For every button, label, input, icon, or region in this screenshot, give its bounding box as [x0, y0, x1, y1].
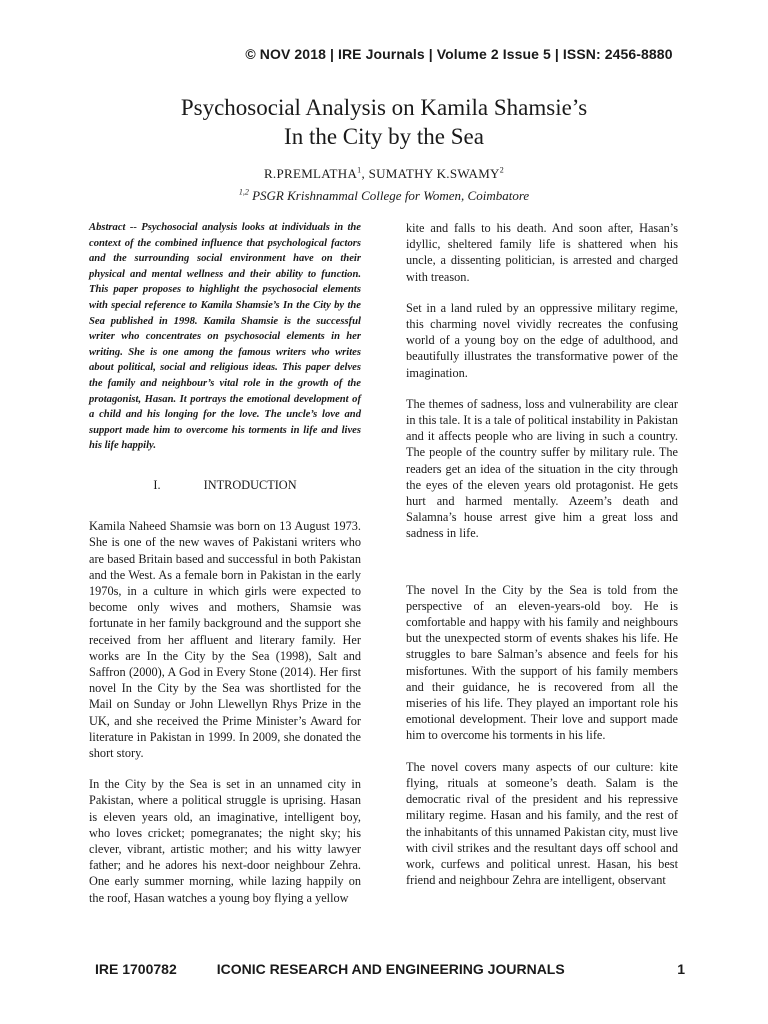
body-paragraph: The novel covers many aspects of our culture: kite flying, rituals at someone’s death. Salam is the democratic rival of the president and his repressive military regime. Hasan and his family, and the rest of the inhabitants of this unnamed Pakistan city, must live with civil strikes and the resultant days off school and work, curfews and political unrest. Hasan, his best friend and neighbour Zehra are intelligent, observant — [406, 759, 678, 888]
affiliation-text: PSGR Krishnammal College for Women, Coimbatore — [248, 188, 530, 203]
footer-paper-id: IRE 1700782 — [95, 961, 177, 977]
author-1-affil-mark: 1 — [357, 165, 362, 175]
author-separator: , — [361, 166, 369, 181]
right-column — [406, 220, 678, 903]
body-paragraph: The themes of sadness, loss and vulnerability are clear in this tale. It is a tale of political instability in Pakistan and it affects people who are living in such a country. The people of the country suffer by military rule. The readers get an idea of the situation in the city through the eyes of the eleven years old protagonist. He gets hurt and harmed mentally. Azeem’s death and Salamna’s house arrest give him a great loss and sadness in life. — [406, 396, 678, 541]
affiliation-line — [0, 188, 768, 204]
author-2-affil-mark: 2 — [499, 165, 505, 175]
page-footer — [95, 961, 685, 977]
affiliation-mark: 1,2 — [238, 187, 249, 197]
left-column — [89, 220, 361, 921]
body-paragraph: Kamila Naheed Shamsie was born on 13 August 1973. She is one of the new waves of Pakistani writers who are based Britain based and successful in both Pakistan and the West. As a female born in Pakistan in the early 1970s, in a culture in which girls were expected to become only wives and mothers, Shamsie was fortunate in her family background and the support she received from her affluent and literary family. Her works are In the City by the Sea (1998), Salt and Saffron (2000), A God in Every Stone (2014). Her first novel In the City by the Sea was shortlisted for the Mail on Sunday or John Llewellyn Rhys Prize in the UK, and she received the Prime Minister’s Award for literature in Pakistan in 1999. In 2009, she donated the short story. — [89, 519, 361, 760]
paper-title-line-1: Psychosocial Analysis on Kamila Shamsie’s — [180, 95, 588, 120]
section-heading — [89, 477, 361, 493]
body-paragraph: In the City by the Sea is set in an unnamed city in Pakistan, where a political struggle is uprising. Hasan is eleven years old, an imaginative, intelligent boy, who loves cricket; pomegranates; the night sky; his clever, vibrant, artistic mother; and his witty lawyer father; and he adores his next-door neighbour Zehra. One early summer morning, while lazing happily on the roof, Hasan watches a young boy flying a yellow — [89, 777, 361, 905]
author-1: R.PREMLATHA — [263, 166, 358, 181]
body-paragraph: kite and falls to his death. And soon after, Hasan’s idyllic, sheltered family life is shattered when his uncle, a dissenting politician, is arrested and charged with treason. — [406, 221, 678, 284]
author-2: SUMATHY K.SWAMY — [368, 166, 500, 181]
body-paragraph: The novel In the City by the Sea is told from the perspective of an eleven-years-old boy. He is comfortable and happy with his family and neighbours but the unexpected storm of events shakes his life. He struggles to bare Salman’s absence and feels for his misfortunes. With the support of his family members and their guidance, he is recovered from all the miseries of his life. They played an important role his emotional development. Their love and support made him to overcome his torments in his life. — [406, 582, 678, 743]
authors-line — [0, 166, 768, 182]
page-number: 1 — [677, 961, 685, 977]
paper-title — [0, 93, 768, 151]
abstract: Abstract -- Psychosocial analysis looks at individuals in the context of the combined influence that psychological factors and the surrounding social environment have on their physical and mental wellness and their ability to function. This paper proposes to highlight the psychosocial elements with special reference to Kamila Shamsie’s In the City by the Sea published in 1998. Kamila Shamsie is the successful writer who concentrates on psychosocial elements in her writing. She is one among the famous writers who writes about political, social and religious ideas. This paper delves the family and neighbour’s vital role in the growth of the protagonist, Hasan. It portrays the emotional development of a child and his longing for the love. The uncle’s love and support made him to overcome his torments in life and lives his life happily. — [89, 222, 361, 452]
body-paragraph: Set in a land ruled by an oppressive military regime, this charming novel vividly recreates the confusing world of a young boy on the edge of adulthood, and beautifully illustrates the transformative power of the imagination. — [406, 300, 678, 380]
journal-header: © NOV 2018 | IRE Journals | Volume 2 Issue 5 | ISSN: 2456-8880 — [245, 46, 673, 62]
section-title: INTRODUCTION — [203, 477, 297, 492]
footer-journal-name: ICONIC RESEARCH AND ENGINEERING JOURNALS — [216, 961, 565, 977]
paper-title-line-2: In the City by the Sea — [284, 124, 484, 149]
section-number: I. — [153, 477, 161, 492]
